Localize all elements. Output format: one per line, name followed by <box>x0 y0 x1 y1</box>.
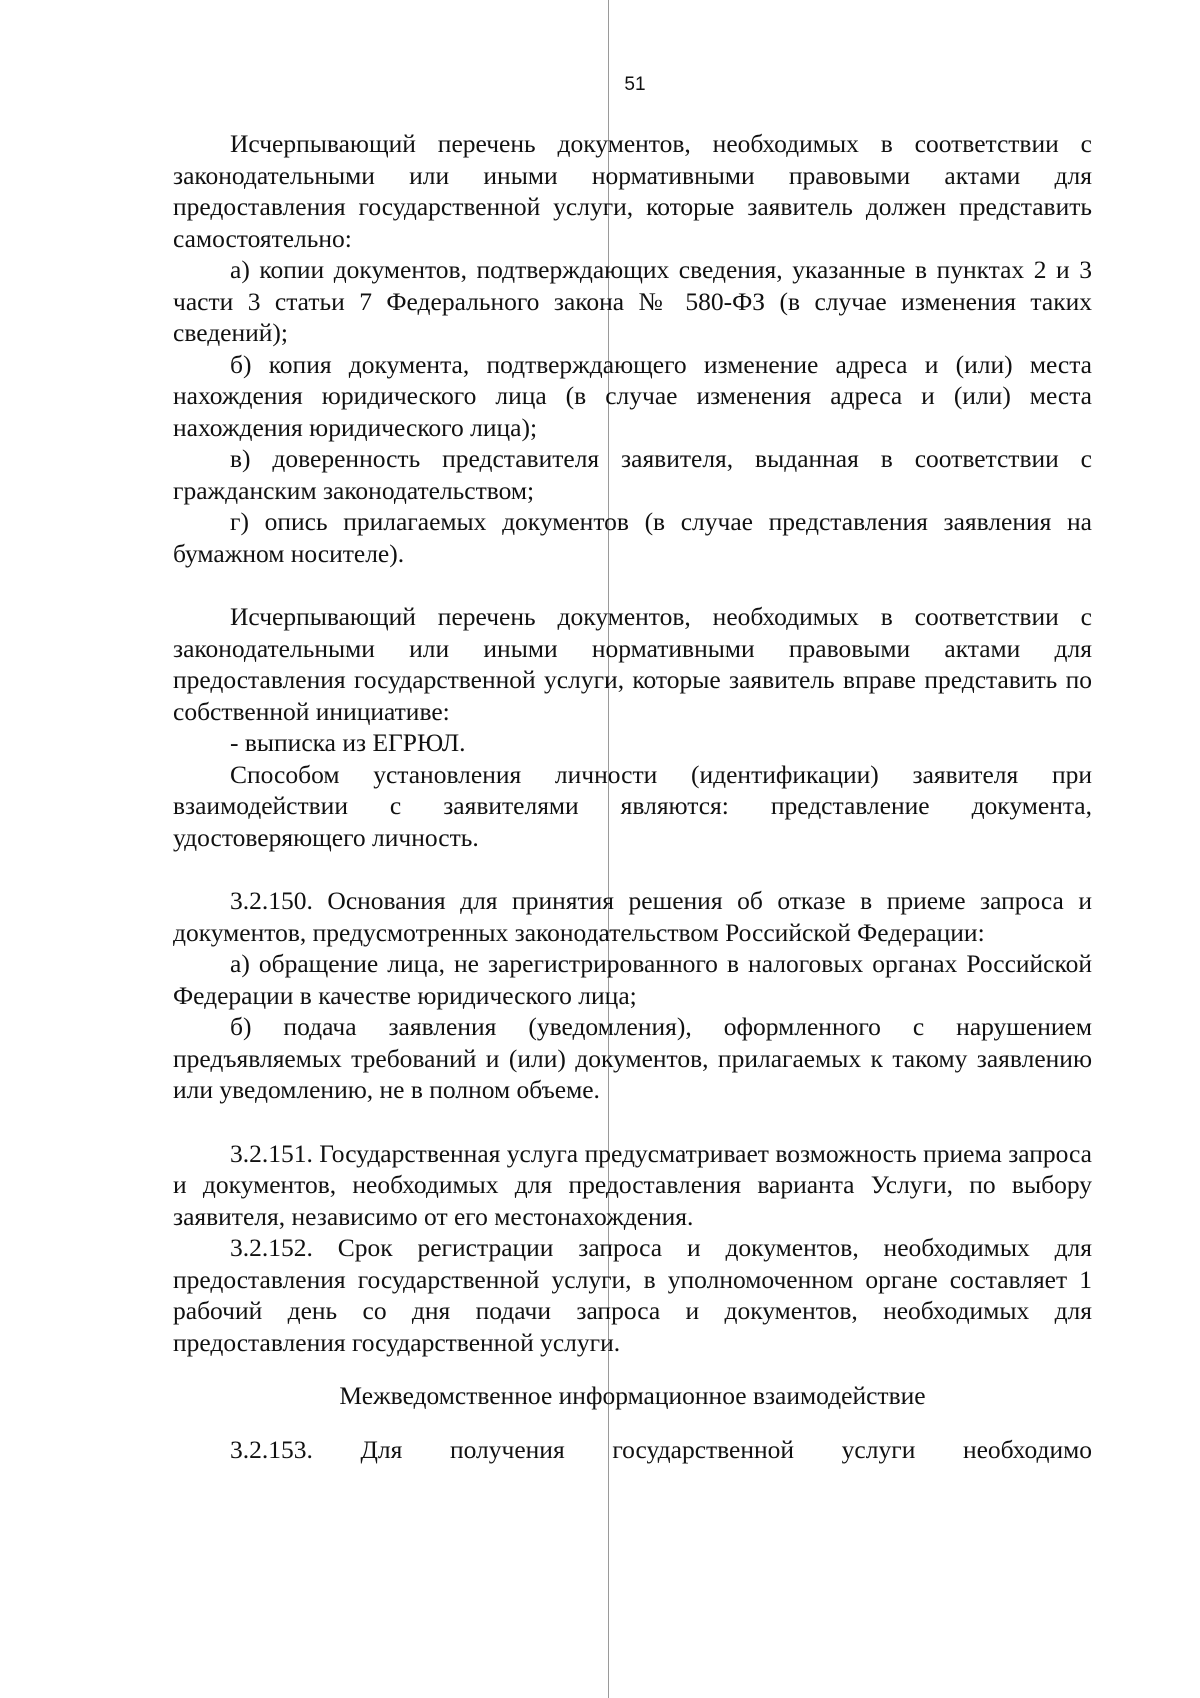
paragraph-gap <box>173 1358 1092 1380</box>
paragraph-item-v-power-of-attorney: в) доверенность представителя заявителя, выданная в соответствии с гражданским законодательством; <box>173 444 1092 505</box>
section-heading: Межведомственное информационное взаимодействие <box>339 1381 926 1410</box>
paragraph-identification: Способом установления личности (идентификации) заявителя при взаимодействии с заявителями являются: представление документа, удостоверяющего личность. <box>173 759 1092 852</box>
paragraph-egrul-extract: - выписка из ЕГРЮЛ. <box>230 728 466 757</box>
paragraph-gap <box>173 853 1092 885</box>
paragraph-gap <box>173 1412 1092 1434</box>
paragraph-optional-docs-intro: Исчерпывающий перечень документов, необходимых в соответствии с законодательными или иными нормативными правовыми актами для предоставления государственной услуги, которые заявитель вправе представить по собственной инициативе: <box>173 602 1092 726</box>
paragraph-gap <box>173 569 1092 601</box>
page-number: 51 <box>624 74 646 95</box>
paragraph-item-g-inventory: г) опись прилагаемых документов (в случае представления заявления на бумажном носителе). <box>173 507 1092 568</box>
paragraph-3-2-150-b: б) подача заявления (уведомления), оформленного с нарушением предъявляемых требований и (или) документов, прилагаемых к такому заявлению или уведомлению, не в полном объеме. <box>173 1012 1092 1104</box>
paragraph-3-2-150-a: а) обращение лица, не зарегистрированного в налоговых органах Российской Федерации в качестве юридического лица; <box>173 949 1092 1010</box>
paragraph-mandatory-docs-intro: Исчерпывающий перечень документов, необходимых в соответствии с законодательными или иными нормативными правовыми актами для предоставления государственной услуги, которые заявитель должен представить самостоятельно: <box>173 129 1092 253</box>
paragraph-3-2-151: 3.2.151. Государственная услуга предусматривает возможность приема запроса и документов, необходимых для предоставления варианта Услуги, по выбору заявителя, независимо от его местонахождения. <box>173 1138 1092 1231</box>
paragraph-item-a-copies: а) копии документов, подтверждающих сведения, указанные в пунктах 2 и 3 части 3 статьи 7 Федерального закона № 580-ФЗ (в случае изменения таких сведений); <box>173 255 1092 347</box>
paragraph-item-b-address: б) копия документа, подтверждающего изменение адреса и (или) места нахождения юридического лица (в случае изменения адреса и (или) места нахождения юридического лица); <box>173 349 1092 442</box>
paragraph-3-2-152: 3.2.152. Срок регистрации запроса и документов, необходимых для предоставления государственной услуги, в уполномоченном органе составляет 1 рабочий день со дня подачи запроса и документов, необходимых для предоставления государственной услуги. <box>173 1233 1092 1357</box>
paragraph-3-2-150: 3.2.150. Основания для принятия решения об отказе в приеме запроса и документов, предусмотренных законодательством Российской Федерации: <box>173 886 1092 947</box>
document-body <box>173 128 1092 1465</box>
paragraph-3-2-153: 3.2.153. Для получения государственной услуги необходимо <box>230 1434 1092 1464</box>
paragraph-gap <box>173 1106 1092 1138</box>
